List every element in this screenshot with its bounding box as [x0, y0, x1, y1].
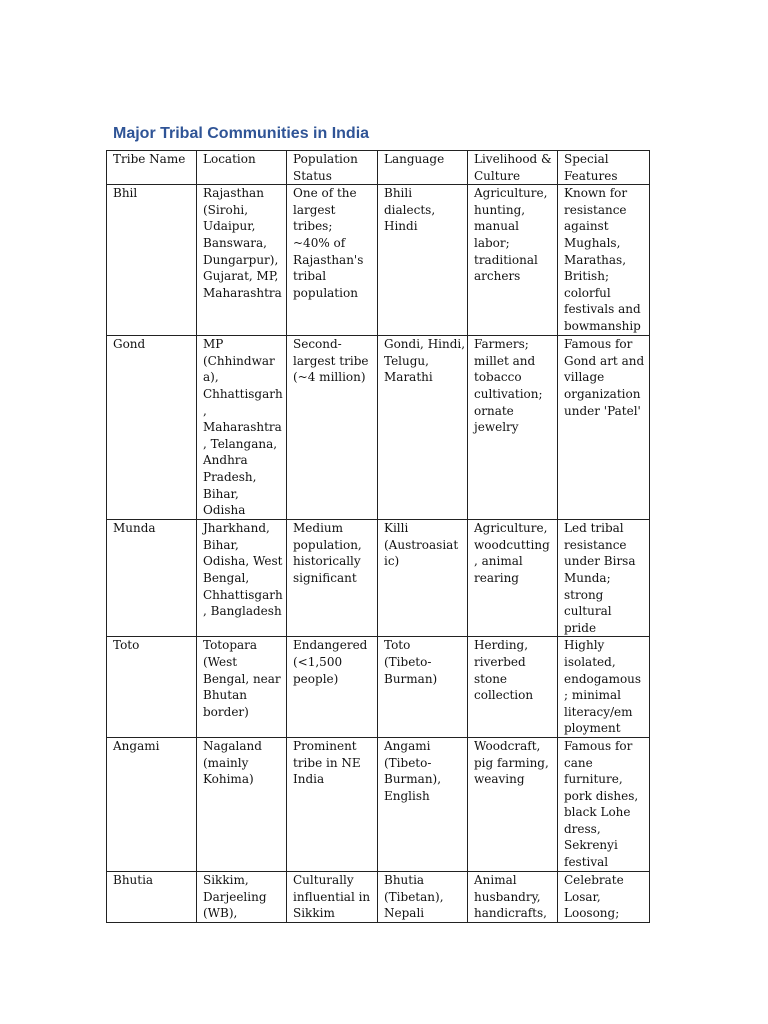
cell-language: Bhutia (Tibetan), Nepali [378, 871, 468, 922]
cell-location: Rajasthan (Sirohi, Udaipur, Banswara, Dungarpur), Gujarat, MP, Maharashtra [197, 185, 287, 336]
header-tribe-name: Tribe Name [107, 151, 197, 185]
cell-population-status: One of the largest tribes; ~40% of Rajasthan's tribal population [287, 185, 378, 336]
table-row [107, 637, 650, 738]
cell-language: Angami (Tibeto- Burman), English [378, 737, 468, 871]
cell-livelihood-culture: Agriculture, woodcutting , animal rearing [468, 520, 558, 637]
header-special-features: Special Features [558, 151, 650, 185]
table-row [107, 336, 650, 520]
cell-livelihood-culture: Woodcraft, pig farming, weaving [468, 737, 558, 871]
cell-population-status: Endangered (<1,500 people) [287, 637, 378, 738]
cell-population-status: Second- largest tribe (~4 million) [287, 336, 378, 520]
cell-tribe-name: Gond [107, 336, 197, 520]
cell-population-status: Culturally influential in Sikkim [287, 871, 378, 922]
table-row [107, 737, 650, 871]
cell-livelihood-culture: Herding, riverbed stone collection [468, 637, 558, 738]
cell-special-features: Highly isolated, endogamous ; minimal literacy/em ployment [558, 637, 650, 738]
table-header-row [107, 151, 650, 185]
cell-special-features: Famous for cane furniture, pork dishes, black Lohe dress, Sekrenyi festival [558, 737, 650, 871]
table-row [107, 185, 650, 336]
cell-special-features: Famous for Gond art and village organization under 'Patel' [558, 336, 650, 520]
cell-special-features: Led tribal resistance under Birsa Munda; strong cultural pride [558, 520, 650, 637]
cell-population-status: Medium population, historically significant [287, 520, 378, 637]
cell-livelihood-culture: Farmers; millet and tobacco cultivation; ornate jewelry [468, 336, 558, 520]
cell-tribe-name: Bhutia [107, 871, 197, 922]
cell-tribe-name: Toto [107, 637, 197, 738]
document-title: Major Tribal Communities in India [113, 125, 370, 142]
header-livelihood-culture: Livelihood & Culture [468, 151, 558, 185]
table-row [107, 520, 650, 637]
cell-tribe-name: Bhil [107, 185, 197, 336]
cell-livelihood-culture: Animal husbandry, handicrafts, [468, 871, 558, 922]
cell-location: MP (Chhindwar a), Chhattisgarh , Maharashtra , Telangana, Andhra Pradesh, Bihar, Odisha [197, 336, 287, 520]
cell-language: Toto (Tibeto- Burman) [378, 637, 468, 738]
cell-special-features: Known for resistance against Mughals, Marathas, British; colorful festivals and bowmanship [558, 185, 650, 336]
cell-location: Totopara (West Bengal, near Bhutan border) [197, 637, 287, 738]
cell-special-features: Celebrate Losar, Loosong; [558, 871, 650, 922]
cell-language: Gondi, Hindi, Telugu, Marathi [378, 336, 468, 520]
tribal-communities-table [106, 150, 650, 923]
cell-tribe-name: Angami [107, 737, 197, 871]
cell-language: Killi (Austroasiat ic) [378, 520, 468, 637]
cell-location: Jharkhand, Bihar, Odisha, West Bengal, Chhattisgarh , Bangladesh [197, 520, 287, 637]
cell-tribe-name: Munda [107, 520, 197, 637]
cell-livelihood-culture: Agriculture, hunting, manual labor; traditional archers [468, 185, 558, 336]
header-population-status: Population Status [287, 151, 378, 185]
header-location: Location [197, 151, 287, 185]
header-language: Language [378, 151, 468, 185]
cell-population-status: Prominent tribe in NE India [287, 737, 378, 871]
cell-location: Sikkim, Darjeeling (WB), [197, 871, 287, 922]
cell-language: Bhili dialects, Hindi [378, 185, 468, 336]
cell-location: Nagaland (mainly Kohima) [197, 737, 287, 871]
table-row [107, 871, 650, 922]
